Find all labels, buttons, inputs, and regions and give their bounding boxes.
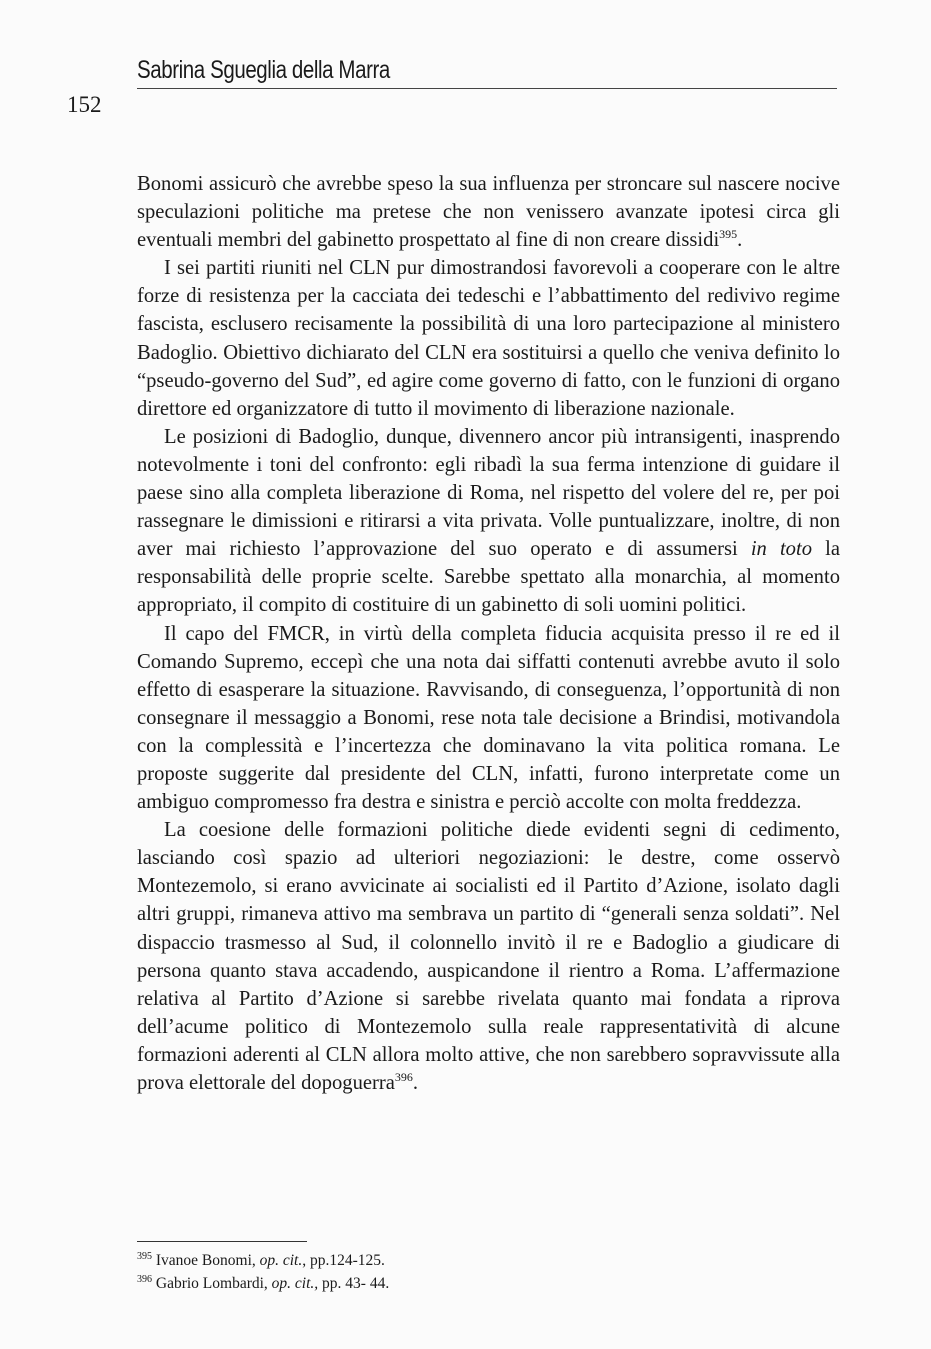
footnote xyxy=(137,1272,389,1295)
text-run: . xyxy=(737,229,743,252)
text-run: pp. 43- 44. xyxy=(318,1275,390,1292)
body-text xyxy=(137,170,840,1097)
footnote-rule xyxy=(137,1241,307,1242)
text-run: Le posizioni di Badoglio, dunque, divennero ancor più intransigenti, inasprendo notevolmente i toni del confronto: egli ribadì la sua ferma intenzione di guidare il paese sino alla completa liberazione di Roma, nel rispetto del volere del re, per poi rassegnare le dimissioni e ritirarsi a vita privata. Volle puntualizzare, inoltre, di non aver mai richiesto l’approvazione del suo operato e di assumersi xyxy=(137,425,840,561)
text-run: La coesione delle formazioni politiche diede evidenti segni di cedimento, lasciando così spazio ad ulteriori negoziazioni: le destre, come osservò Montezemolo, si erano avvicinate ai socialisti ed il Partito d’Azione, isolato dagli altri gruppi, rimaneva attivo ma sembrava un partito di “generali senza soldati”. Nel dispaccio trasmesso al Sud, il colonnello invitò il re e Badoglio a giudicare di persona quanto stava accadendo, auspicandone il rientro a Roma. L’affermazione relativa al Partito d’Azione si sarebbe rivelata quanto mai fondata a riprova dell’acume politico di Montezemolo sulla reale rappresentatività di alcune formazioni aderenti al CLN allora molto attive, che non sarebbero sopravvissute alla prova elettorale del dopoguerra xyxy=(137,819,840,1094)
text-run: Il capo del FMCR, in virtù della completa fiducia acquisita presso il re ed il Comando Supremo, eccepì che una nota dai siffatti contenuti avrebbe avuto il solo effetto di esasperare la situazione. Ravvisando, di conseguenza, l’opportunità di non consegnare il messaggio a Bonomi, rese nota tale decisione a Brindisi, motivandola con la complessità e l’incertezza che dominavano la vita politica romana. Le proposte suggerite dal presidente del CLN, infatti, furono interpretate come un ambiguo compromesso fra destra e sinistra e perciò accolte con molta freddezza. xyxy=(137,622,840,814)
paragraph xyxy=(137,620,840,817)
text-run: Gabrio Lombardi, xyxy=(152,1275,272,1292)
paragraph xyxy=(137,423,840,620)
header-rule xyxy=(137,88,837,89)
italic-text: in toto xyxy=(750,538,812,561)
footnotes xyxy=(137,1249,389,1295)
footnote-ref: 396 xyxy=(394,1070,413,1084)
running-head-author: Sabrina Sgueglia della Marra xyxy=(137,56,390,84)
paragraph xyxy=(137,816,840,1097)
text-run: la responsabilità delle proprie scelte. Sarebbe spettato alla monarchia, al momento appropriato, il compito di costituire di un gabinetto di soli uomini politici. xyxy=(137,538,840,617)
italic-text: op. cit. xyxy=(259,1252,303,1269)
page-number: 152 xyxy=(67,92,102,117)
text-run: I sei partiti riuniti nel CLN pur dimostrandosi favorevoli a cooperare con le altre forze di resistenza per la cacciata dei tedeschi e l’abbattimento del redivivo regime fascista, esclusero recisamente la possibilità di una loro partecipazione al ministero Badoglio. Obiettivo dichiarato del CLN era sostituirsi a quello che veniva definito lo “pseudo-governo del Sud”, ed agire come governo di fatto, con le funzioni di organo direttore ed organizzatore di tutto il movimento di liberazione nazionale. xyxy=(137,257,840,420)
text-run: . xyxy=(412,1072,419,1094)
footnote xyxy=(137,1249,389,1272)
footnote-ref: 395 xyxy=(719,227,738,242)
footnote-ref: 396 xyxy=(137,1274,152,1285)
paragraph xyxy=(137,170,840,254)
text-run: Ivanoe Bonomi, xyxy=(152,1252,260,1269)
paragraph xyxy=(137,254,840,423)
italic-text: op. cit., xyxy=(271,1275,319,1292)
text-run: , pp.124-125. xyxy=(302,1252,385,1269)
footnote-ref: 395 xyxy=(137,1251,152,1262)
text-run: Bonomi assicurò che avrebbe speso la sua influenza per stroncare sul nascere nocive speculazioni politiche ma pretese che non venissero avanzate ipotesi circa gli eventuali membri del gabinetto prospettato al fine di non creare dissidi xyxy=(137,173,840,252)
